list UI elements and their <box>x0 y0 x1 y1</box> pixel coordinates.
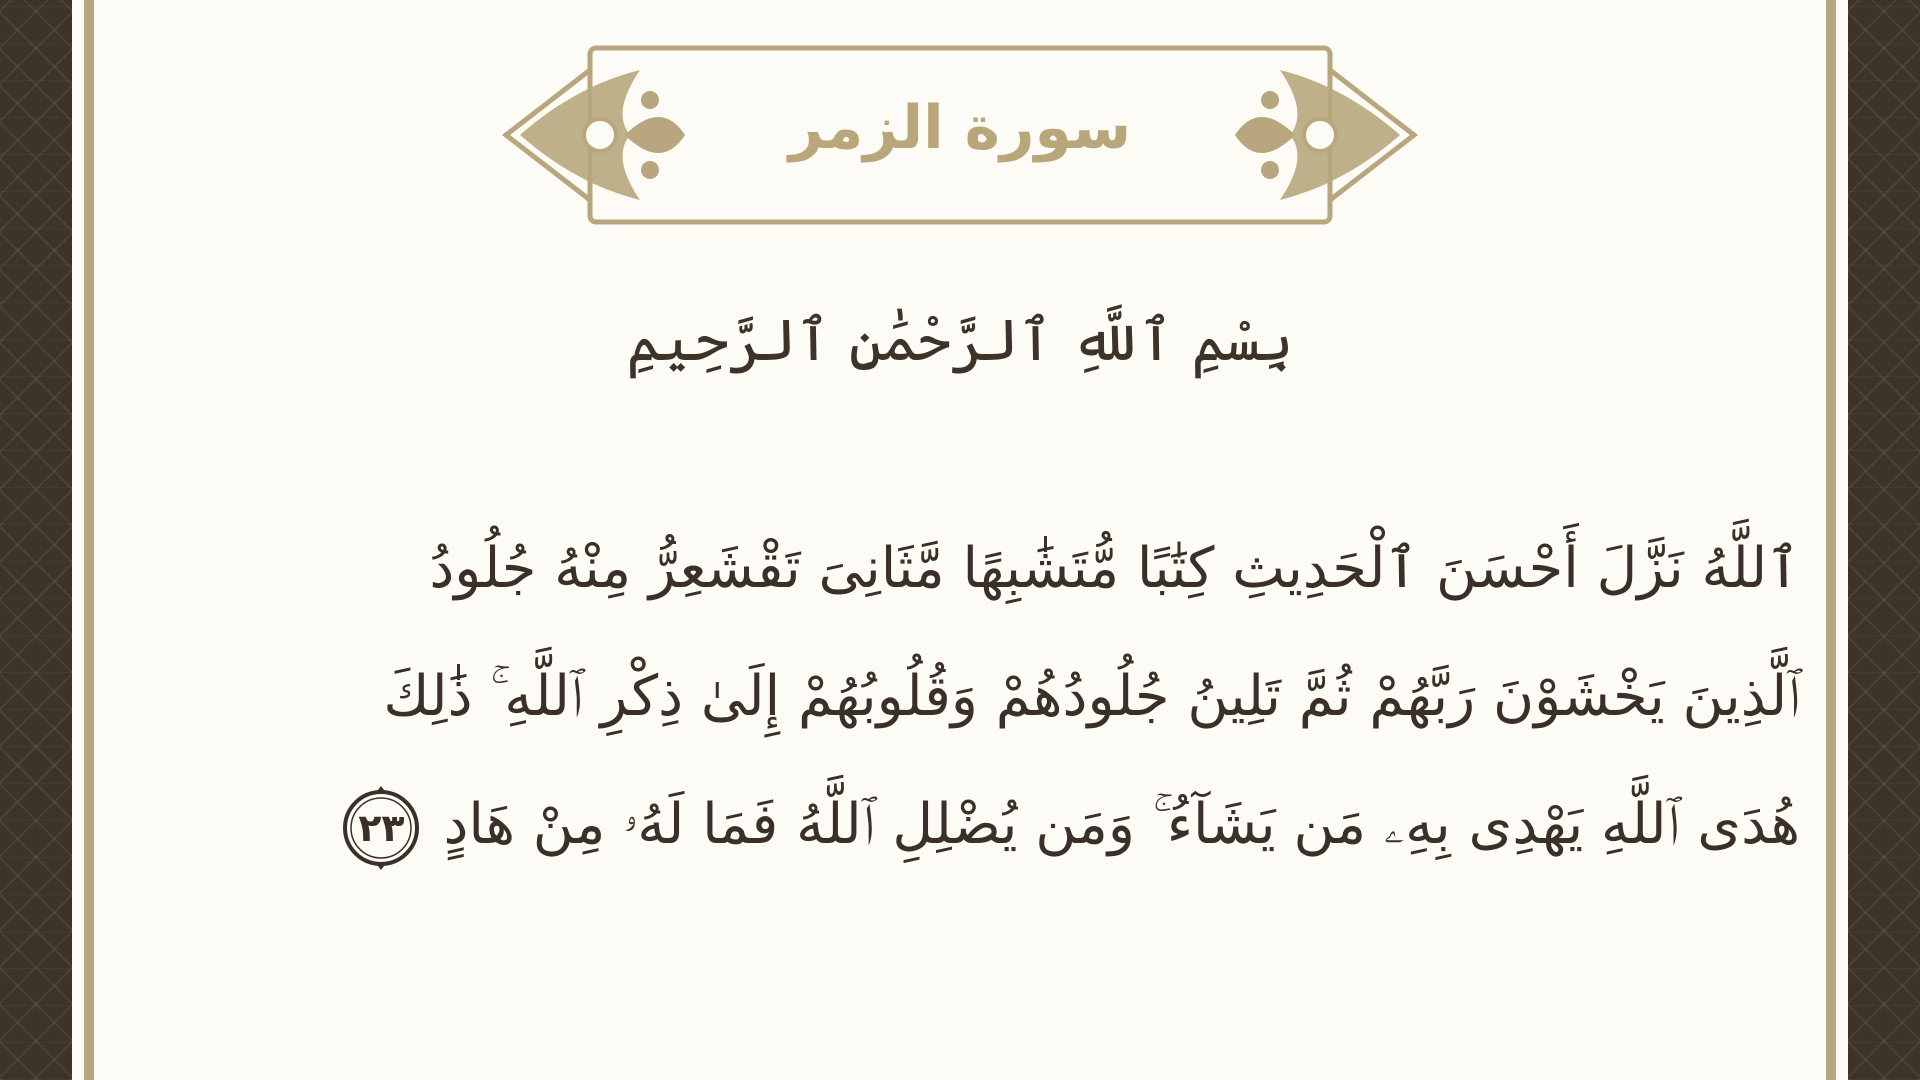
ayah-number: ٢٣ <box>358 805 405 850</box>
basmala: بِسْمِ ٱللَّهِ ٱلرَّحْمَٰنِ ٱلرَّحِيمِ <box>626 306 1294 374</box>
verse-line-1: ٱللَّهُ نَزَّلَ أَحْسَنَ ٱلْحَدِيثِ كِتَٰبًا مُّتَشَٰبِهًا مَّثَانِىَ تَقْشَعِرُّ مِنْهُ جُلُودُ <box>429 536 1800 601</box>
left-gold-rule <box>84 0 94 1080</box>
right-gold-rule <box>1826 0 1836 1080</box>
left-ornamental-border <box>0 0 72 1080</box>
verse-line-3 <box>220 761 1800 889</box>
right-ornamental-border <box>1848 0 1920 1080</box>
ayah-marker <box>337 784 425 872</box>
surah-title-frame <box>500 40 1420 230</box>
verse-line-2: ٱلَّذِينَ يَخْشَوْنَ رَبَّهُمْ ثُمَّ تَلِينُ جُلُودُهُمْ وَقُلُوبُهُمْ إِلَىٰ ذِكْرِ ٱللَّهِ ۚ ذَٰلِكَ <box>383 664 1800 729</box>
surah-name: سورة الزمر <box>788 93 1132 163</box>
verse-text <box>220 505 1800 889</box>
verse-line-3-text: هُدَى ٱللَّهِ يَهْدِى بِهِۦ مَن يَشَآءُ ۚ وَمَن يُضْلِلِ ٱللَّهُ فَمَا لَهُۥ مِنْ هَادٍ <box>443 792 1800 857</box>
